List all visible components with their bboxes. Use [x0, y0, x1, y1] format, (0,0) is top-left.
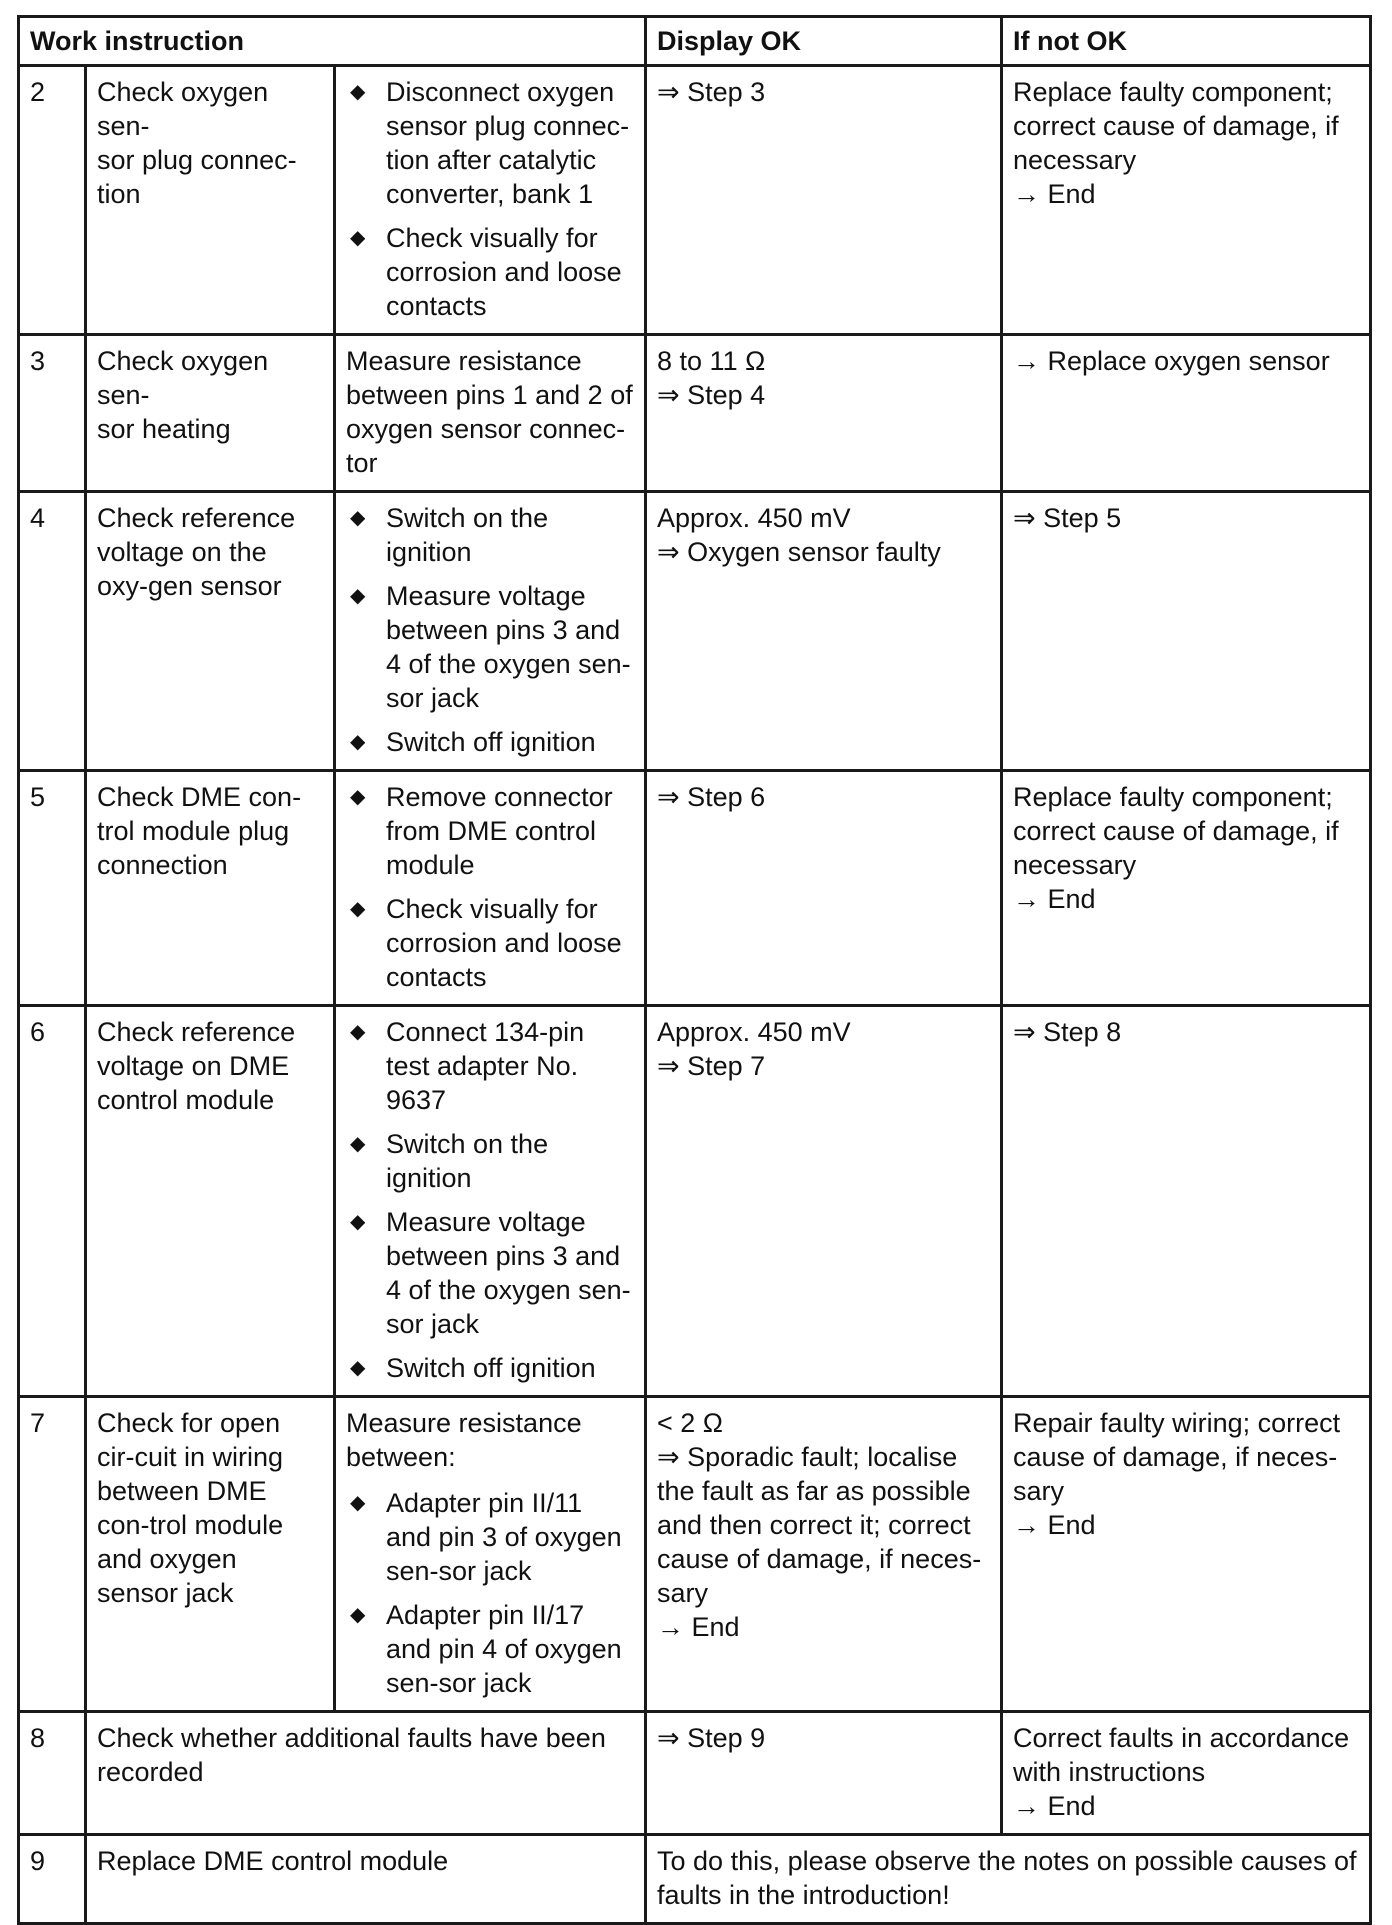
bullet-icon: ◆ — [350, 81, 366, 103]
action-text: Adapter pin II/17 and pin 4 of oxygen sen-sor jack — [386, 1600, 622, 1698]
action-text: Disconnect oxygen sensor plug connec-tion after catalytic converter, bank 1 — [386, 77, 630, 209]
table-row — [19, 1835, 1371, 1924]
step-number: 5 — [19, 771, 86, 1006]
action-item — [346, 1598, 634, 1700]
actions-cell — [335, 1006, 646, 1397]
action-text: Switch off ignition — [386, 727, 596, 757]
work-instruction-table — [17, 15, 1372, 1925]
check-cell: Check whether additional faults have been recorded — [86, 1712, 646, 1835]
action-item — [346, 780, 634, 882]
actions-cell — [335, 66, 646, 335]
table-row — [19, 771, 1371, 1006]
display-ok-cell: ⇒ Step 3 — [646, 66, 1002, 335]
bullet-icon: ◆ — [350, 731, 366, 753]
check-cell: Check reference voltage on the oxy-gen sensor — [86, 492, 335, 771]
check-cell: Check oxygen sen- sor heating — [86, 335, 335, 492]
step-number: 6 — [19, 1006, 86, 1397]
bullet-icon: ◆ — [350, 1211, 366, 1233]
step-number: 4 — [19, 492, 86, 771]
if-not-ok-cell: ⇒ Step 8 — [1002, 1006, 1371, 1397]
action-text: Remove connector from DME control module — [386, 782, 613, 880]
action-text: Switch off ignition — [386, 1353, 596, 1383]
actions-cell — [335, 771, 646, 1006]
bullet-icon: ◆ — [350, 1133, 366, 1155]
if-not-ok-cell: Replace faulty component; correct cause of damage, if necessary → End — [1002, 66, 1371, 335]
display-ok-cell: Approx. 450 mV ⇒ Oxygen sensor faulty — [646, 492, 1002, 771]
action-text: Measure voltage between pins 3 and 4 of the oxygen sen-sor jack — [386, 581, 631, 713]
action-item — [346, 75, 634, 211]
table-row — [19, 1712, 1371, 1835]
display-ok-cell: ⇒ Step 6 — [646, 771, 1002, 1006]
action-text: Adapter pin II/11 and pin 3 of oxygen sen-sor jack — [386, 1488, 622, 1586]
step-number: 8 — [19, 1712, 86, 1835]
work-instruction-sheet — [17, 15, 1369, 1925]
action-text: Switch on the ignition — [386, 1129, 549, 1193]
action-item — [346, 892, 634, 994]
actions-cell — [335, 1397, 646, 1712]
table-row — [19, 335, 1371, 492]
header-display-ok: Display OK — [646, 17, 1002, 66]
if-not-ok-cell: Replace faulty component; correct cause of damage, if necessary → End — [1002, 771, 1371, 1006]
check-cell: Check for open cir-cuit in wiring between DME con-trol module and oxygen sensor jack — [86, 1397, 335, 1712]
bullet-icon: ◆ — [350, 1357, 366, 1379]
check-cell: Check DME con-trol module plug connection — [86, 771, 335, 1006]
action-item — [346, 1127, 634, 1195]
if-not-ok-cell: → Replace oxygen sensor — [1002, 335, 1371, 492]
action-text: Measure voltage between pins 3 and 4 of the oxygen sen-sor jack — [386, 1207, 631, 1339]
bullet-icon: ◆ — [350, 585, 366, 607]
action-item — [346, 1486, 634, 1588]
if-not-ok-cell: ⇒ Step 5 — [1002, 492, 1371, 771]
bullet-icon: ◆ — [350, 786, 366, 808]
if-not-ok-cell: Repair faulty wiring; correct cause of damage, if neces-sary → End — [1002, 1397, 1371, 1712]
action-item — [346, 725, 634, 759]
table-row — [19, 1397, 1371, 1712]
header-if-not-ok: If not OK — [1002, 17, 1371, 66]
step-number: 2 — [19, 66, 86, 335]
actions-cell: Measure resistance between pins 1 and 2 of oxygen sensor connec-tor — [335, 335, 646, 492]
action-lead-text: Measure resistance between: — [346, 1408, 582, 1472]
step-number: 3 — [19, 335, 86, 492]
actions-cell — [335, 492, 646, 771]
display-ok-cell: ⇒ Step 9 — [646, 1712, 1002, 1835]
display-ok-cell: 8 to 11 Ω ⇒ Step 4 — [646, 335, 1002, 492]
step-number: 9 — [19, 1835, 86, 1924]
check-cell: Replace DME control module — [86, 1835, 646, 1924]
action-text: Switch on the ignition — [386, 503, 549, 567]
bullet-icon: ◆ — [350, 507, 366, 529]
action-item — [346, 1351, 634, 1385]
if-not-ok-cell: Correct faults in accordance with instructions → End — [1002, 1712, 1371, 1835]
check-cell: Check oxygen sen- sor plug connec- tion — [86, 66, 335, 335]
header-work-instruction: Work instruction — [19, 17, 646, 66]
bullet-icon: ◆ — [350, 1021, 366, 1043]
action-text: Connect 134-pin test adapter No. 9637 — [386, 1017, 585, 1115]
action-item — [346, 1015, 634, 1117]
table-row — [19, 492, 1371, 771]
step-number: 7 — [19, 1397, 86, 1712]
table-row — [19, 1006, 1371, 1397]
action-item — [346, 579, 634, 715]
display-ok-cell: Approx. 450 mV ⇒ Step 7 — [646, 1006, 1002, 1397]
action-text: Check visually for corrosion and loose contacts — [386, 894, 622, 992]
table-row — [19, 66, 1371, 335]
header-row — [19, 17, 1371, 66]
bullet-icon: ◆ — [350, 1604, 366, 1626]
display-ok-cell: < 2 Ω ⇒ Sporadic fault; localise the fault as far as possible and then correct it; correct cause of damage, if neces-sary → End — [646, 1397, 1002, 1712]
bullet-icon: ◆ — [350, 898, 366, 920]
bullet-icon: ◆ — [350, 227, 366, 249]
action-text: Check visually for corrosion and loose contacts — [386, 223, 622, 321]
note-cell: To do this, please observe the notes on possible causes of faults in the introduction! — [646, 1835, 1371, 1924]
action-item — [346, 221, 634, 323]
check-cell: Check reference voltage on DME control module — [86, 1006, 335, 1397]
action-item — [346, 501, 634, 569]
action-item — [346, 1205, 634, 1341]
bullet-icon: ◆ — [350, 1492, 366, 1514]
